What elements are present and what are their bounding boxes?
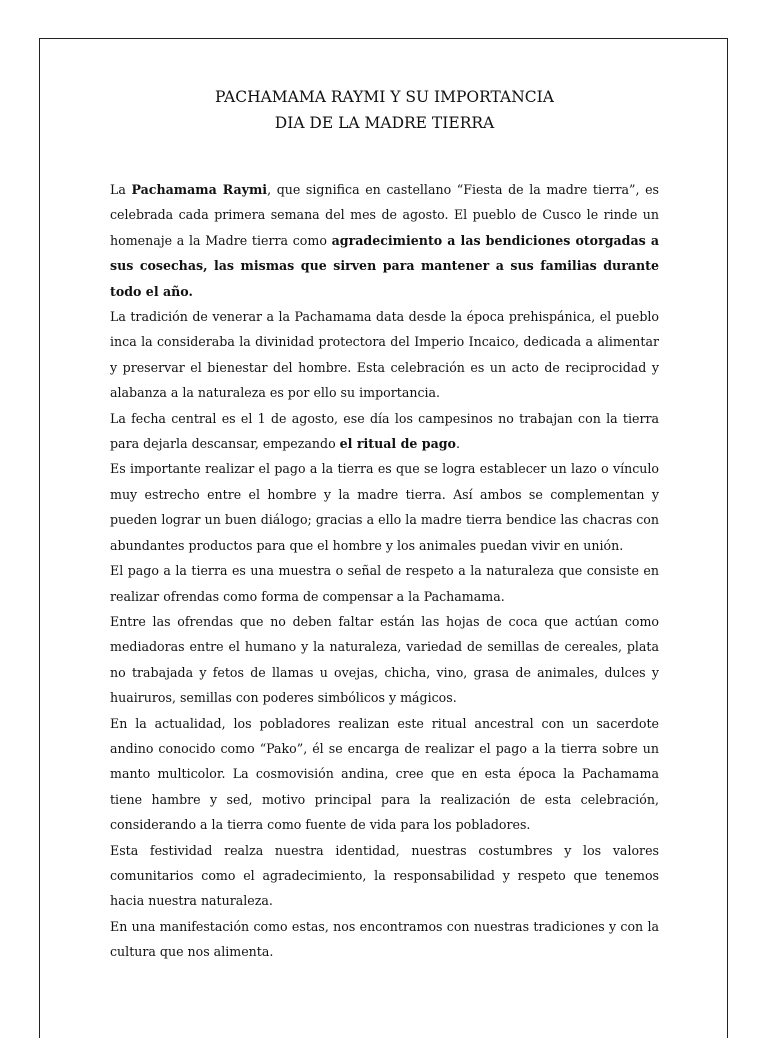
paragraph-text: La [110, 182, 132, 197]
paragraph-4: Es importante realizar el pago a la tierra es que se logra establecer un lazo o vínculo muy estrecho entre el hombre y la madre tierra. Así ambos se complementan y pueden lograr un buen diálogo; gracias a ello la madre tierra bendice las chacras con abundantes productos para que el hombre y los animales puedan vivir en unión. [110, 461, 659, 553]
paragraph-7: En la actualidad, los pobladores realizan este ritual ancestral con un sacerdote andino conocido como “Pako”, él se encarga de realizar el pago a la tierra sobre un manto multicolor. La cosmovisión andina, cree que en esta época la Pachamama tiene hambre y sed, motivo principal para la realización de esta celebración, considerando a la tierra como fuente de vida para los pobladores. [110, 715, 659, 833]
paragraph-1 [110, 177, 659, 304]
paragraph-text: La fecha central es el 1 de agosto, ese día los campesinos no trabajan con la tierra para dejarla descansar, empezando [110, 410, 659, 452]
bold-phrase: el ritual de pago [339, 436, 456, 452]
paragraph-5: El pago a la tierra es una muestra o señal de respeto a la naturaleza que consiste en realizar ofrendas como forma de compensar a la Pachamama. [110, 563, 659, 604]
document-content [110, 84, 659, 965]
paragraph-2: La tradición de venerar a la Pachamama data desde la época prehispánica, el pueblo inca la consideraba la divinidad protectora del Imperio Incaico, dedicada a alimentar y preservar el bienestar del hombre. Esta celebración es un acto de reciprocidad y alabanza a la naturaleza es por ello su importancia. [110, 309, 659, 401]
document-title: PACHAMAMA RAYMI Y SU IMPORTANCIA [215, 88, 554, 106]
paragraph-9: En una manifestación como estas, nos encontramos con nuestras tradiciones y con la cultura que nos alimenta. [110, 918, 659, 960]
paragraph-3 [110, 406, 659, 457]
paragraph-text: , que significa en castellano “Fiesta de la madre tierra”, es celebrada cada primera semana del mes de agosto. El pueblo de Cusco le rinde un homenaje a la Madre tierra como [110, 182, 659, 248]
bold-term: Pachamama Raymi [131, 182, 268, 197]
paragraph-6: Entre las ofrendas que no deben faltar están las hojas de coca que actúan como mediadoras entre el humano y la naturaleza, variedad de semillas de cereales, plata no trabajada y fetos de llamas u ovejas, chicha, vino, grasa de animales, dulces y huairuros, semillas con poderes simbólicos y mágicos. [110, 613, 659, 706]
document-body [110, 177, 659, 965]
bold-phrase: agradecimiento a las bendiciones otorgadas a sus cosechas, las mismas que sirven para mantener a sus familias durante todo el año. [110, 232, 659, 299]
paragraph-text: . [455, 436, 460, 452]
paragraph-8: Esta festividad realza nuestra identidad, nuestras costumbres y los valores comunitarios como el agradecimiento, la responsabilidad y respeto que tenemos hacia nuestra naturaleza. [110, 842, 659, 909]
document-subtitle: DIA DE LA MADRE TIERRA [274, 114, 495, 132]
